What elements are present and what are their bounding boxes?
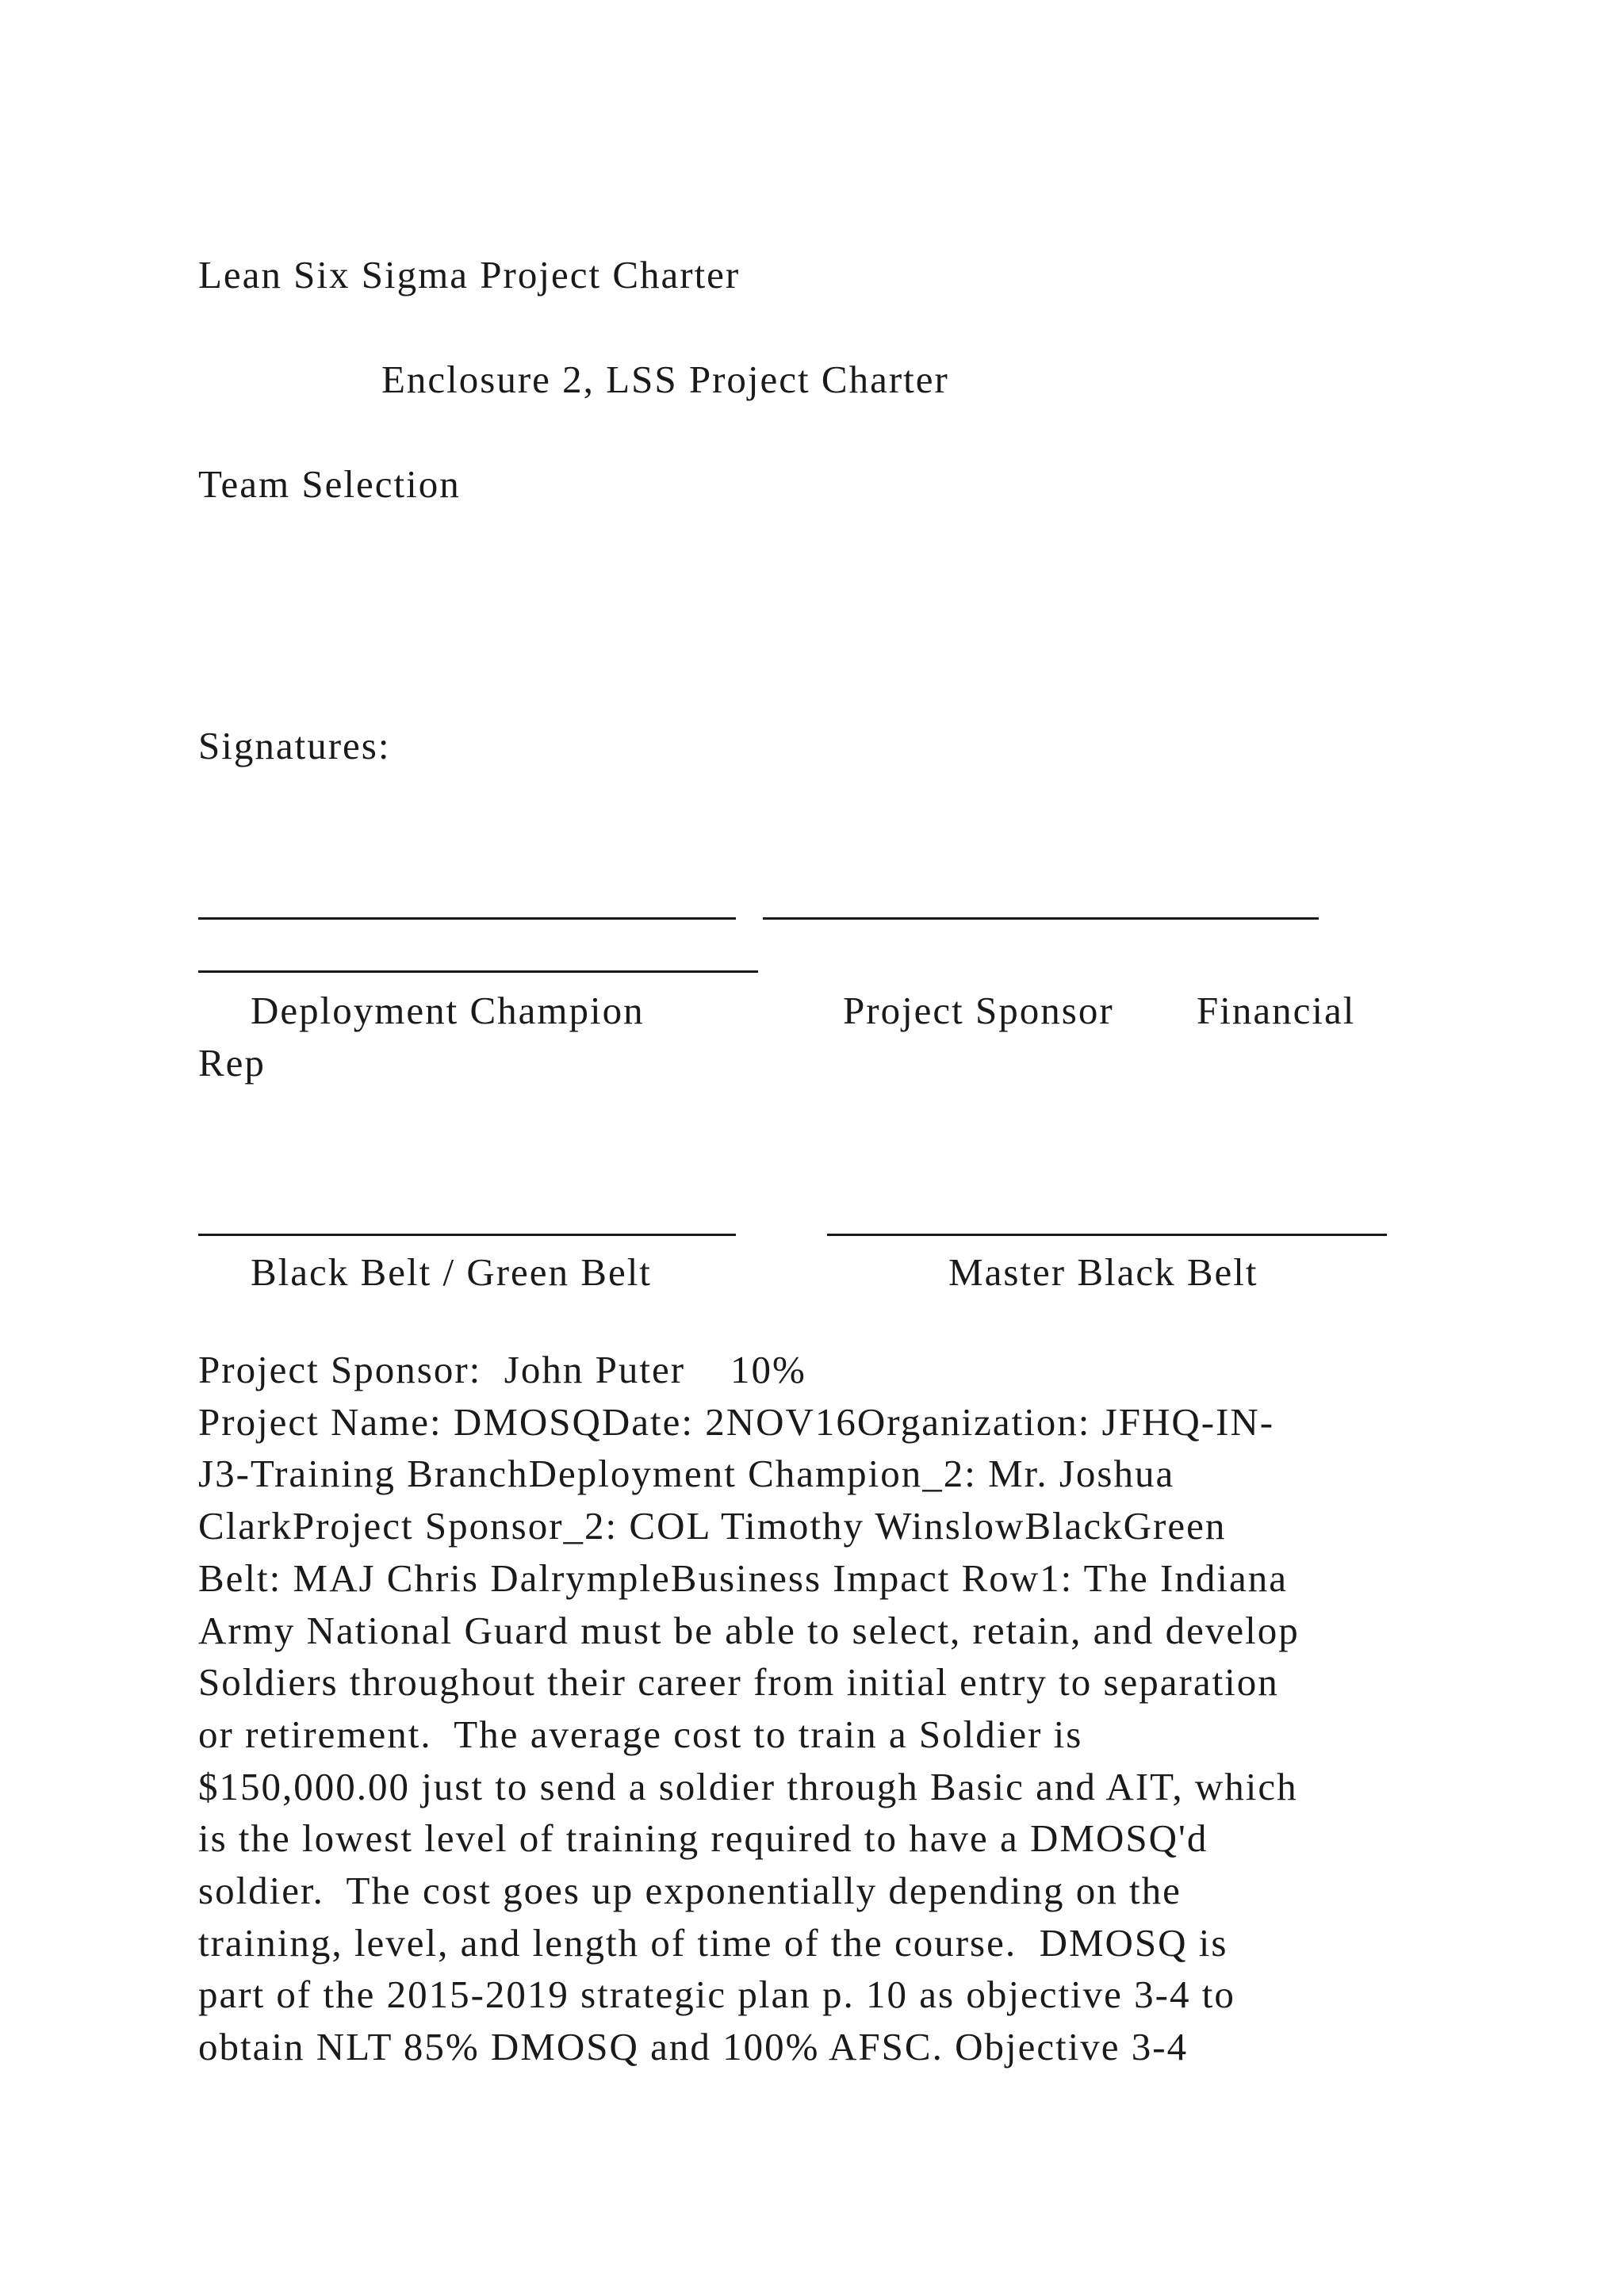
body-line: is the lowest level of training required to have a DMOSQ'd xyxy=(198,1816,1208,1861)
project-sponsor-label: Project Sponsor xyxy=(843,989,1114,1032)
body-line: J3-Training BranchDeployment Champion_2: Mr. Joshua xyxy=(198,1452,1175,1496)
signatures-label: Signatures: xyxy=(198,724,391,767)
master-black-belt-label: Master Black Belt xyxy=(948,1250,1258,1294)
signature-line-project-sponsor xyxy=(763,917,1319,920)
body-line: Project Name: DMOSQDate: 2NOV16Organization: JFHQ-IN- xyxy=(198,1399,1275,1444)
body-line: or retirement. The average cost to train a Soldier is xyxy=(198,1712,1083,1756)
project-sponsor-line: Project Sponsor: John Puter 10% xyxy=(198,1348,806,1391)
team-selection-heading: Team Selection xyxy=(198,462,461,506)
body-line: obtain NLT 85% DMOSQ and 100% AFSC. Objective 3-4 xyxy=(198,2025,1189,2069)
body-line: Army National Guard must be able to select, retain, and develop xyxy=(198,1608,1300,1652)
charter-body xyxy=(198,1344,1435,2073)
financial-label: Financial xyxy=(1197,989,1356,1032)
document-subtitle: Enclosure 2, LSS Project Charter xyxy=(381,358,949,401)
body-line: Belt: MAJ Chris DalrympleBusiness Impact Row1: The Indiana xyxy=(198,1556,1288,1600)
body-line: ClarkProject Sponsor_2: COL Timothy WinslowBlackGreen xyxy=(198,1504,1227,1548)
body-line: training, level, and length of time of the course. DMOSQ is xyxy=(198,1920,1228,1965)
black-green-belt-label: Black Belt / Green Belt xyxy=(251,1250,652,1294)
document-title: Lean Six Sigma Project Charter xyxy=(198,253,741,297)
signature-line-black-green-belt xyxy=(198,1234,736,1236)
body-line: part of the 2015-2019 strategic plan p. 10 as objective 3-4 to xyxy=(198,1973,1235,2017)
signature-line-financial-rep xyxy=(198,970,758,973)
body-line: $150,000.00 just to send a soldier through Basic and AIT, which xyxy=(198,1764,1298,1808)
deployment-champion-label: Deployment Champion xyxy=(251,989,645,1032)
rep-label: Rep xyxy=(198,1041,266,1085)
body-line: soldier. The cost goes up exponentially depending on the xyxy=(198,1869,1182,1913)
signature-line-deployment-champion xyxy=(198,917,736,920)
body-line: Soldiers throughout their career from initial entry to separation xyxy=(198,1660,1279,1705)
signature-line-master-black-belt xyxy=(827,1234,1387,1236)
